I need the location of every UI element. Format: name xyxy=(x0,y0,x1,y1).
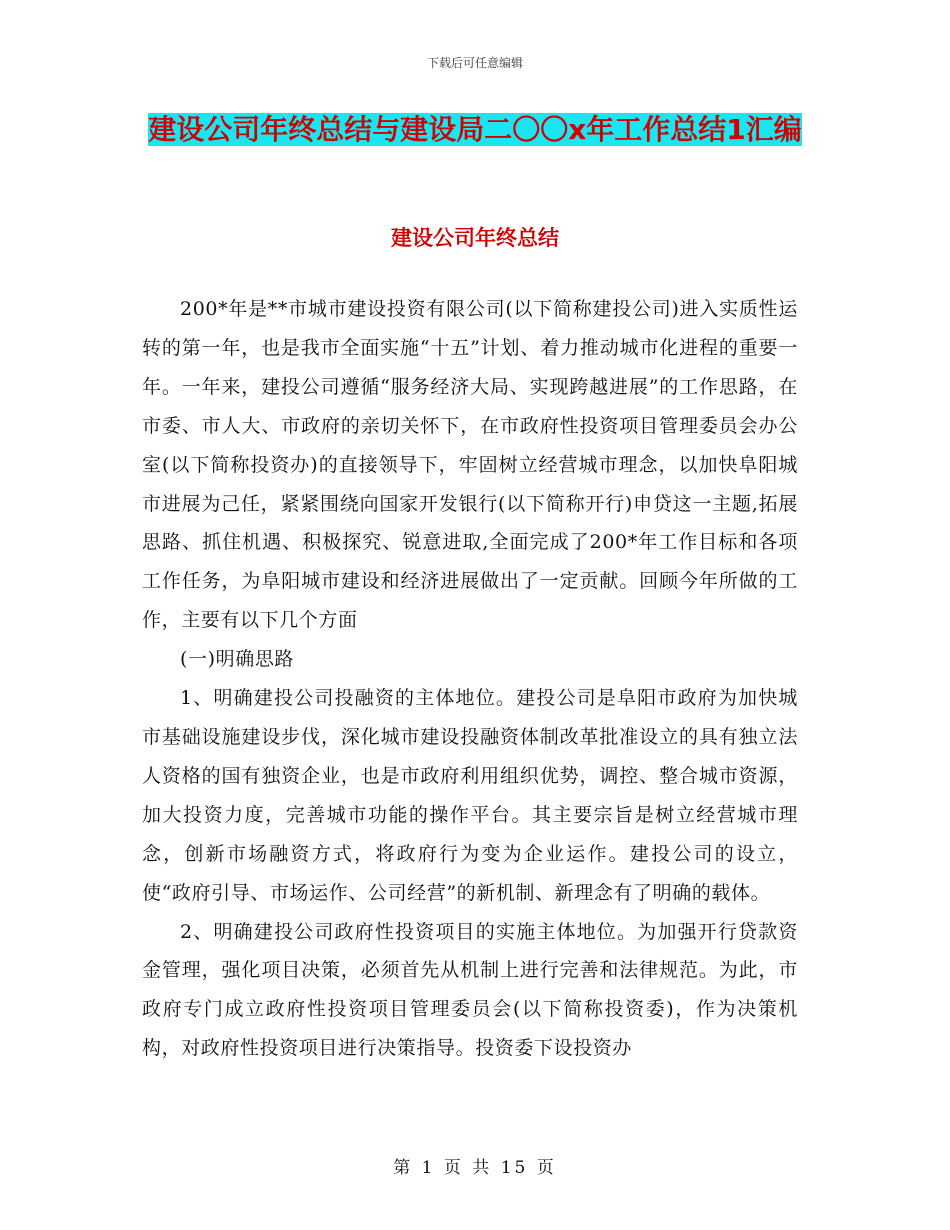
header-note: 下载后可任意编辑 xyxy=(426,56,523,70)
section-title: 建设公司年终总结 xyxy=(391,226,559,250)
document-title xyxy=(140,104,810,156)
paragraph: 200*年是**市城市建设投资有限公司(以下简称建投公司)进入实质性运转的第一年，也是我市全面实施“十五”计划、着力推动城市化进程的重要一年。一年来，建投公司遵循“服务经济大局、实现跨越进展”的工作思路，在市委、市人大、市政府的亲切关怀下，在市政府性投资项目管理委员会办公室(以下简称投资办)的直接领导下，牢固树立经营城市理念，以加快阜阳城市进展为己任，紧紧围绕向国家开发银行(以下简称开行)申贷这一主题,拓展思路、抓住机遇、积极探究、锐意进取,全面完成了200*年工作目标和各项工作任务，为阜阳城市建设和经济进展做出了一定贡献。回顾今年所做的工作，主要有以下几个方面 xyxy=(142,298,798,632)
paragraph: 1、明确建投公司投融资的主体地位。建投公司是阜阳市政府为加快城市基础设施建设步伐，深化城市建设投融资体制改革批准设立的具有独立法人资格的国有独资企业，也是市政府利用组织优势，调控、整合城市资源，加大投资力度，完善城市功能的操作平台。其主要宗旨是树立经营城市理念，创新市场融资方式，将政府行为变为企业运作。建投公司的设立，使“政府引导、市场运作、公司经营”的新机制、新理念有了明确的载体。 xyxy=(142,687,798,904)
document-body xyxy=(142,290,798,1068)
paragraph: (一)明确思路 xyxy=(180,648,295,671)
page-footer: 第 1 页 共 15 页 xyxy=(393,1158,557,1178)
paragraph: 2、明确建投公司政府性投资项目的实施主体地位。为加强开行贷款资金管理，强化项目决策，必须首先从机制上进行完善和法律规范。为此，市政府专门成立政府性投资项目管理委员会(以下简称投资委)，作为决策机构，对政府性投资项目进行决策指导。投资委下设投资办 xyxy=(142,920,798,1060)
document-title-text: 建设公司年终总结与建设局二〇〇x年工作总结1汇编 xyxy=(148,113,802,146)
